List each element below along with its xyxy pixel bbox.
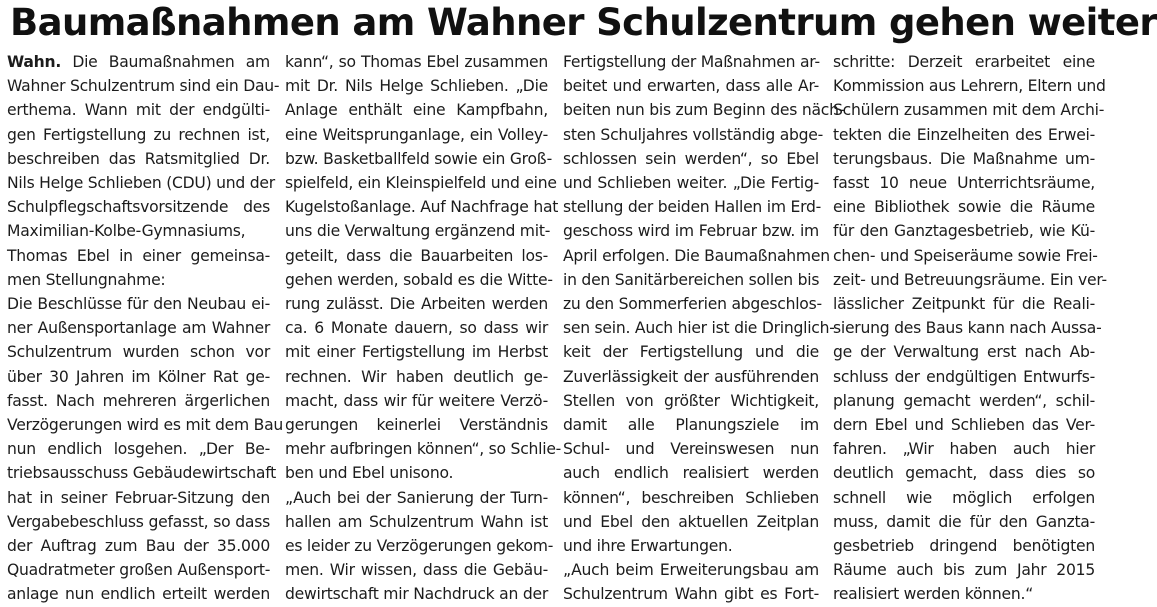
text-line: fasst 10 neue Unterrichtsräume, bbox=[833, 174, 1095, 193]
text-line: lässlicher Zeitpunkt für die Reali- bbox=[833, 295, 1095, 314]
text-line: muss, damit die für den Ganzta- bbox=[833, 512, 1095, 531]
text-line: ben und Ebel unisono. bbox=[285, 464, 454, 483]
text-line: Kommission aus Lehrern, Eltern und bbox=[833, 77, 1106, 96]
text-line: ge der Verwaltung erst nach Ab- bbox=[833, 343, 1095, 362]
text-line: anlage nun endlich erteilt werden bbox=[7, 585, 270, 604]
text-line: es leider zu Verzögerungen gekom- bbox=[285, 537, 554, 556]
text-line: mit Dr. Nils Helge Schlieben. „Die bbox=[285, 77, 548, 96]
text-line: ner Außensportanlage am Wahner bbox=[7, 319, 270, 338]
text-line: und ihre Erwartungen. bbox=[563, 537, 733, 556]
text-line: triebsausschuss Gebäudewirtschaft bbox=[7, 464, 277, 483]
text-line: „Auch beim Erweiterungsbau am bbox=[563, 561, 819, 580]
text-line: hallen am Schulzentrum Wahn ist bbox=[285, 512, 548, 531]
text-line: Verzögerungen wird es mit dem Bau bbox=[7, 416, 284, 435]
text-line: Stellen von größter Wichtigkeit, bbox=[563, 391, 819, 410]
text-line: kann“, so Thomas Ebel zusammen bbox=[285, 53, 548, 71]
article-headline: Baumaßnahmen am Wahner Schulzentrum gehen weiter bbox=[10, 1, 1157, 44]
text-line: planung gemacht werden“, schil- bbox=[833, 391, 1095, 410]
text-line: tekten die Einzelheiten des Erwei- bbox=[833, 125, 1095, 144]
text-line: men. Wir wissen, dass die Gebäu- bbox=[285, 561, 548, 580]
text-line: chen- und Speiseräume sowie Frei- bbox=[833, 246, 1098, 265]
text-line: gerungen keinerlei Verständnis bbox=[285, 416, 548, 435]
text-line: terungsbaus. Die Maßnahme um- bbox=[833, 149, 1095, 168]
text-line: deutlich gemacht, dass dies so bbox=[833, 464, 1095, 483]
text-line: realisiert werden können.“ bbox=[833, 585, 1034, 604]
article-column-2 bbox=[285, 50, 562, 604]
text-line: geteilt, dass die Bauarbeiten los- bbox=[285, 246, 548, 265]
text-line: dewirtschaft mir Nachdruck an der bbox=[285, 585, 548, 604]
text-line: eine Weitsprunganlage, ein Volley- bbox=[285, 125, 548, 144]
text-line: nun endlich losgehen. „Der Be- bbox=[7, 440, 270, 459]
text-line: auch endlich realisiert werden bbox=[563, 464, 819, 483]
text-line: Kugelstoßanlage. Auf Nachfrage hat bbox=[285, 198, 559, 217]
text-line: über 30 Jahren im Kölner Rat ge- bbox=[7, 367, 270, 386]
text-line: mehr aufbringen können“, so Schlie- bbox=[285, 440, 562, 459]
text-line: hat in seiner Februar-Sitzung den bbox=[7, 488, 270, 507]
text-line: spielfeld, ein Kleinspielfeld und eine bbox=[285, 174, 557, 193]
text-line: können“, beschreiben Schlieben bbox=[563, 488, 819, 507]
text-line: Die Beschlüsse für den Neubau ei- bbox=[7, 295, 270, 314]
text-line: schnell wie möglich erfolgen bbox=[833, 488, 1095, 507]
text-line: Zuverlässigkeit der ausführenden bbox=[563, 367, 819, 386]
text-line: April erfolgen. Die Baumaßnahmen bbox=[563, 246, 830, 265]
text-line: Schul- und Vereinswesen nun bbox=[563, 440, 819, 459]
text-line-content: Die Baumaßnahmen am bbox=[61, 53, 270, 71]
text-line: gesbetrieb dringend benötigten bbox=[833, 537, 1095, 556]
text-line: Schulpflegschaftsvorsitzende des bbox=[7, 198, 270, 217]
text-line: zu den Sommerferien abgeschlos- bbox=[563, 295, 822, 314]
text-line: schritte: Derzeit erarbeitet eine bbox=[833, 53, 1095, 71]
text-line: uns die Verwaltung ergänzend mit- bbox=[285, 222, 551, 241]
text-line: schlossen sein werden“, so Ebel bbox=[563, 149, 819, 168]
text-line: fasst. Nach mehreren ärgerlichen bbox=[7, 391, 270, 410]
text-line: zeit- und Betreuungsräume. Ein ver- bbox=[833, 270, 1107, 289]
text-line: Räume auch bis zum Jahr 2015 bbox=[833, 561, 1095, 580]
text-line: Schülern zusammen mit dem Archi- bbox=[833, 101, 1105, 120]
text-line: sierung des Baus kann nach Aussa- bbox=[833, 319, 1102, 338]
article-dateline: Wahn. bbox=[7, 53, 62, 71]
text-line: der Auftrag zum Bau der 35.000 bbox=[7, 537, 270, 556]
text-line: rung zulässt. Die Arbeiten werden bbox=[285, 295, 548, 314]
text-line: fahren. „Wir haben auch hier bbox=[833, 440, 1095, 459]
text-line: keit der Fertigstellung und die bbox=[563, 343, 819, 362]
text-line: beschreiben das Ratsmitglied Dr. bbox=[7, 149, 270, 168]
text-line: bzw. Basketballfeld sowie ein Groß- bbox=[285, 149, 553, 168]
text-line: Schulzentrum Wahn gibt es Fort- bbox=[563, 585, 819, 604]
text-line: rechnen. Wir haben deutlich ge- bbox=[285, 367, 548, 386]
text-line: mit einer Fertigstellung im Herbst bbox=[285, 343, 548, 362]
text-line: beiten nun bis zum Beginn des näch- bbox=[563, 101, 845, 120]
text-line: stellung der beiden Hallen im Erd- bbox=[563, 198, 822, 217]
text-line: Fertigstellung der Maßnahmen ar- bbox=[563, 53, 820, 71]
text-line: für den Ganztagesbetrieb, wie Kü- bbox=[833, 222, 1095, 241]
text-line: eine Bibliothek sowie die Räume bbox=[833, 198, 1095, 217]
text-line: und Ebel den aktuellen Zeitplan bbox=[563, 512, 819, 531]
text-line: dern Ebel und Schlieben das Ver- bbox=[833, 416, 1095, 435]
text-line: Vergabebeschluss gefasst, so dass bbox=[7, 512, 270, 531]
text-line: men Stellungnahme: bbox=[7, 270, 166, 289]
text-line: sen sein. Auch hier ist die Dringlich- bbox=[563, 319, 835, 338]
article-column-3 bbox=[563, 50, 845, 604]
text-line bbox=[7, 50, 270, 74]
text-line: geschoss wird im Februar bzw. im bbox=[563, 222, 819, 241]
text-line: Schulzentrum wurden schon vor bbox=[7, 343, 270, 362]
text-line: in den Sanitärbereichen sollen bis bbox=[563, 270, 820, 289]
article-column-1 bbox=[7, 50, 284, 604]
text-line: Thomas Ebel in einer gemeinsa- bbox=[7, 246, 270, 265]
text-line: schluss der endgültigen Entwurfs- bbox=[833, 367, 1095, 386]
text-line: gen Fertigstellung zu rechnen ist, bbox=[7, 125, 270, 144]
text-line: Maximilian-Kolbe-Gymnasiums, bbox=[7, 222, 246, 241]
text-line: damit alle Planungsziele im bbox=[563, 416, 819, 435]
text-line: ca. 6 Monate dauern, so dass wir bbox=[285, 319, 548, 338]
text-line: Nils Helge Schlieben (CDU) und der bbox=[7, 174, 275, 193]
text-line: macht, dass wir für weitere Verzö- bbox=[285, 391, 548, 410]
text-line: und Schlieben weiter. „Die Fertig- bbox=[563, 174, 819, 193]
text-line: Anlage enthält eine Kampfbahn, bbox=[285, 101, 548, 120]
text-line: Wahner Schulzentrum sind ein Dau- bbox=[7, 77, 280, 96]
text-line: beitet und erwarten, dass alle Ar- bbox=[563, 77, 819, 96]
text-line: gehen werden, sobald es die Witte- bbox=[285, 270, 553, 289]
text-line: erthema. Wann mit der endgülti- bbox=[7, 101, 270, 120]
text-line: „Auch bei der Sanierung der Turn- bbox=[285, 488, 548, 507]
text-line: sten Schuljahres vollständig abge- bbox=[563, 125, 824, 144]
text-line: Quadratmeter großen Außensport- bbox=[7, 561, 271, 580]
article-column-4 bbox=[833, 50, 1107, 604]
